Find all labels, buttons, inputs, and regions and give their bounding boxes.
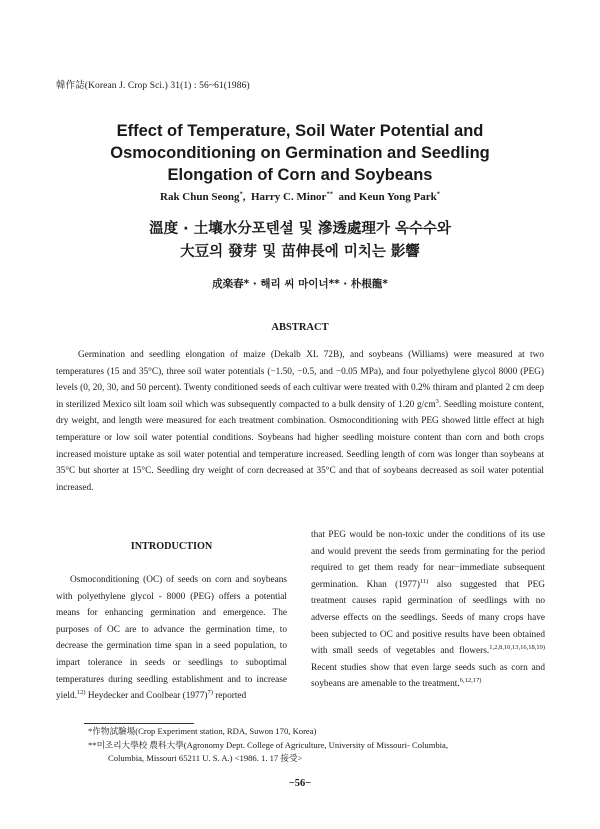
korean-title-line-2: 大豆의 發芽 및 苗伸長에 미치는 影響: [180, 244, 420, 260]
introduction-left-column: [56, 572, 287, 705]
introduction-right-column: [311, 527, 545, 693]
abstract-text: [56, 347, 544, 496]
intro-left-ref-2: 7): [207, 689, 213, 697]
abstract-heading: ABSTRACT: [271, 322, 329, 333]
author-list: Rak Chun Seong*, Harry C. Minor** and Keun Yong Park*: [160, 190, 440, 203]
journal-citation: 韓作誌(Korean J. Crop Sci.) 31(1) : 56~61(1986): [56, 81, 250, 91]
title-line-3: Elongation of Corn and Soybeans: [167, 166, 433, 184]
title-line-2: Osmoconditioning on Germination and Seedling: [110, 144, 490, 162]
korean-author-list: 成楽春* · 해리 씨 마이너** · 朴根龍*: [212, 278, 388, 290]
page-number: −56−: [288, 778, 312, 789]
introduction-heading: INTRODUCTION: [130, 541, 213, 552]
intro-right-ref-2: 1,2,8,10,13,16,18,19): [489, 644, 545, 652]
abstract-part-1: Germination and seedling elongation of maize (Dekalb XL 72B), and soybeans (Williams) were measured at two temperatures (15 and 35°C), three soil water potentials (−1.50, −0.5, and −0.05 MPa), and four polyethylene glycol 8000 (PEG) levels (0, 20, 30, and 50 percent). Twenty conditioned seeds of each cultivar were treated with 0.2% thiram and planted 2 cm deep in sterilized Mexico silt loam soil which was subsequently compacted to a bulk density of 1.20 g/cm: [56, 350, 544, 410]
intro-right-text-a: that PEG would be non-toxic under the conditions of its use and would prevent the seeds from germinating for the period required to get them ready for near−immediate subsequent germination. Khan (1977): [311, 530, 545, 590]
intro-left-text-b: Heydecker and Coolbear (1977): [85, 691, 208, 702]
footnote-divider: [84, 723, 194, 724]
intro-left-text-c: reported: [212, 691, 247, 702]
title-line-1: Effect of Temperature, Soil Water Potential and: [116, 122, 484, 140]
author-3-mark: *: [436, 190, 440, 198]
intro-right-text-b: also suggested that PEG treatment causes rapid germination of seedlings with no adverse effects on the seedlings. Seeds of many crops have been subjected to OC and positive results have been obtained with small seeds of vegetables and flowers.: [311, 579, 545, 657]
korean-title-line-1: 溫度 · 土壤水分포텐셜 및 滲透處理가 옥수수와: [149, 221, 451, 237]
abstract-part-2: . Seedling moisture content, dry weight, and length were measured for each treatment combination. Osmoconditioning with PEG showed little effect at high temperature or low soil water potential conditions. Soybeans had higher seedling moisture content than corn and both crops increased moisture uptake as soil water potential and temperature increased. Seedling length of corn was longer than soybeans at 35°C but shorter at 15°C. Seedling dry weight of corn decreased at 35°C and that of soybeans decreased as soil water potential increased.: [56, 399, 544, 493]
author-2-mark: **: [326, 190, 333, 198]
intro-right-ref-3: 6,12,17): [459, 677, 482, 685]
footnote-2: **미조리大學校 農科大學(Agronomy Dept. College of Agriculture, University of Missouri- Columbia,: [88, 740, 449, 750]
author-1: Rak Chun Seong: [160, 191, 240, 203]
author-3: and Keun Yong Park: [338, 191, 437, 203]
footnote-3: Columbia, Missouri 65211 U. S. A.) <1986. 1. 17 接受>: [108, 753, 303, 763]
intro-right-text-c: Recent studies show that even large seeds such as corn and soybeans are amenable to the treatment.: [311, 662, 545, 690]
intro-left-ref-1: 12): [76, 689, 86, 697]
intro-right-ref-1: 11): [419, 577, 429, 585]
author-2: Harry C. Minor: [250, 191, 327, 203]
korean-title: [60, 218, 540, 264]
intro-left-text-a: Osmoconditioning (OC) of seeds on corn and soybeans with polyethylene glycol - 8000 (PEG) offers a potential means for enhancing germination and emergence. The purposes of OC are to advance the germination time, to decrease the germination time span in a seed population, to impart tolerance in seeds or seedlings to suboptimal temperatures during seedling establishment and to increase yield.: [56, 575, 287, 702]
author-1-mark: *: [239, 190, 243, 198]
footnote-1: *作物試驗場(Crop Experiment station, RDA, Suwon 170, Korea): [88, 726, 317, 736]
abstract-superscript: 3: [435, 397, 439, 405]
paper-title: [60, 120, 540, 186]
